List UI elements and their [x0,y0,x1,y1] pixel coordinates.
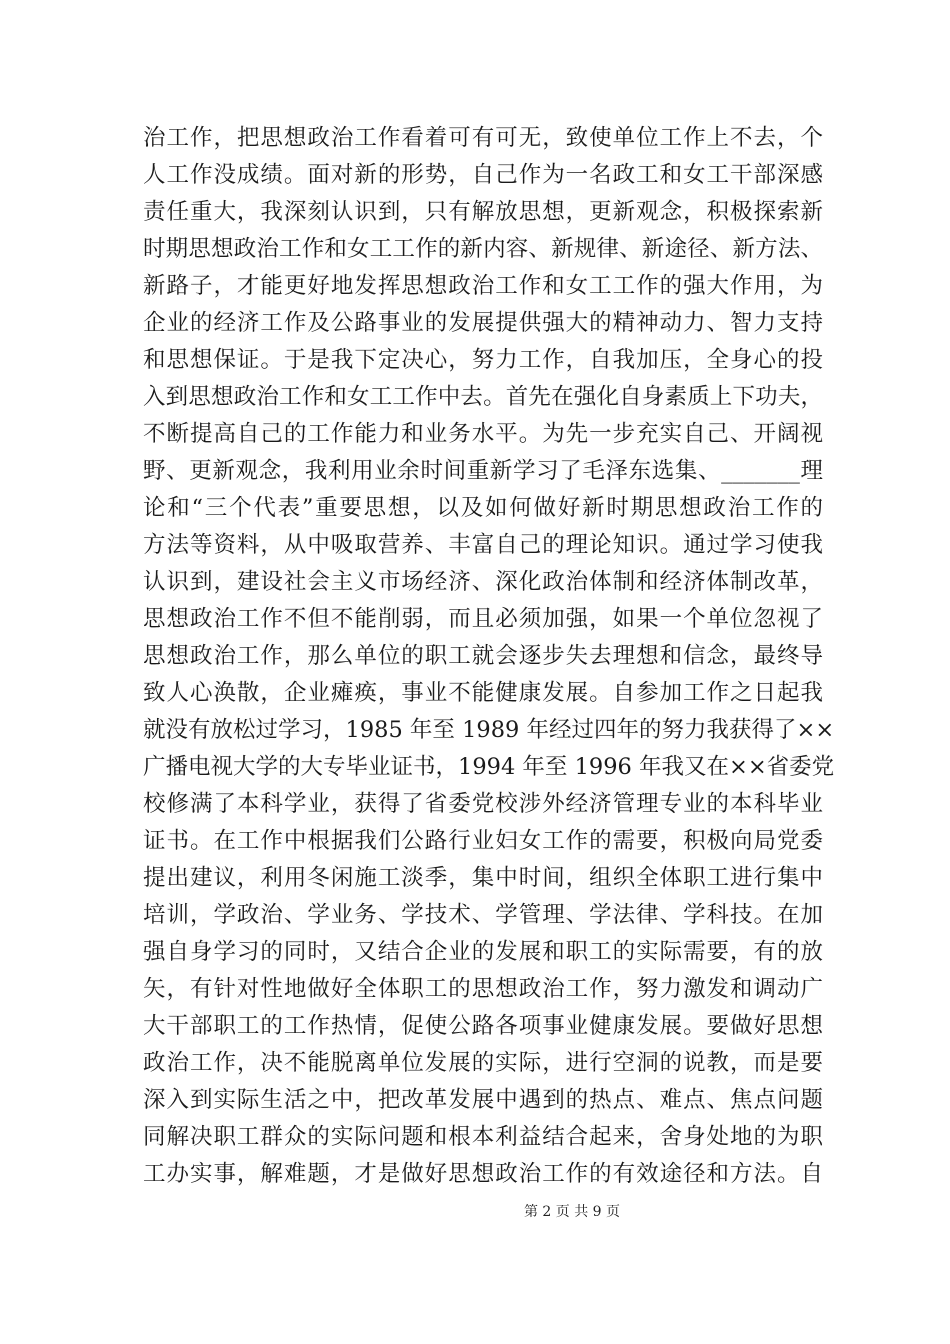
text-line-8: 入到思想政治工作和女工工作中去。首先在强化自身素质上下功夫， [143,384,823,410]
text-line-4: 时期思想政治工作和女工工作的新内容、新规律、新途径、新方法、 [143,236,823,262]
text-line-11: 论和“三个代表”重要思想，以及如何做好新时期思想政治工作的 [143,495,823,521]
text-line-17: 就没有放松过学习，1985 年至 1989 年经过四年的努力我获得了×× [143,717,835,743]
text-line-5: 新路子，才能更好地发挥思想政治工作和女工工作的强大作用，为 [143,273,823,299]
text-line-14: 思想政治工作不但不能削弱，而且必须加强，如果一个单位忽视了 [143,606,823,632]
text-line-27: 深入到实际生活之中，把改革发展中遇到的热点、难点、焦点问题 [143,1087,823,1113]
text-line-28: 同解决职工群众的实际问题和根本利益结合起来，舍身处地的为职 [143,1124,823,1150]
text-line-26: 政治工作，决不能脱离单位发展的实际，进行空洞的说教，而是要 [143,1050,823,1076]
text-line-13: 认识到，建设社会主义市场经济、深化政治体制和经济体制改革， [143,569,823,595]
text-line-7: 和思想保证。于是我下定决心，努力工作，自我加压，全身心的投 [143,347,823,373]
body-text [143,120,835,1193]
text-line-6: 企业的经济工作及公路事业的发展提供强大的精神动力、智力支持 [143,310,823,336]
page-footer [0,1203,950,1221]
text-line-18: 广播电视大学的大专毕业证书，1994 年至 1996 年我又在××省委党 [143,754,835,780]
text-line-22: 培训，学政治、学业务、学技术、学管理、学法律、学科技。在加 [143,902,823,928]
text-line-1: 治工作，把思想政治工作看着可有可无，致使单位工作上不去，个 [143,125,823,151]
text-line-23: 强自身学习的同时，又结合企业的发展和职工的实际需要，有的放 [143,939,823,965]
text-line-29: 工办实事，解难题，才是做好思想政治工作的有效途径和方法。自 [143,1161,823,1187]
text-line-12: 方法等资料，从中吸取营养、丰富自己的理论知识。通过学习使我 [143,532,823,558]
text-line-10: 野、更新观念，我利用业余时间重新学习了毛泽东选集、_______理 [143,458,823,484]
text-line-24: 矢，有针对性地做好全体职工的思想政治工作，努力激发和调动广 [143,976,823,1002]
page-number: 第 2 页 共 9 页 [523,1204,621,1220]
text-line-9: 不断提高自己的工作能力和业务水平。为先一步充实自己、开阔视 [143,421,823,447]
text-line-2: 人工作没成绩。面对新的形势，自己作为一名政工和女工干部深感 [143,162,823,188]
text-line-3: 责任重大，我深刻认识到，只有解放思想，更新观念，积极探索新 [143,199,823,225]
text-line-21: 提出建议，利用冬闲施工淡季，集中时间，组织全体职工进行集中 [143,865,823,891]
text-line-15: 思想政治工作，那么单位的职工就会逐步失去理想和信念，最终导 [143,643,823,669]
text-line-19: 校修满了本科学业，获得了省委党校涉外经济管理专业的本科毕业 [143,791,823,817]
text-line-25: 大干部职工的工作热情，促使公路各项事业健康发展。要做好思想 [143,1013,823,1039]
text-line-20: 证书。在工作中根据我们公路行业妇女工作的需要，积极向局党委 [143,828,823,854]
text-line-16: 致人心涣散，企业瘫痪，事业不能健康发展。自参加工作之日起我 [143,680,823,706]
